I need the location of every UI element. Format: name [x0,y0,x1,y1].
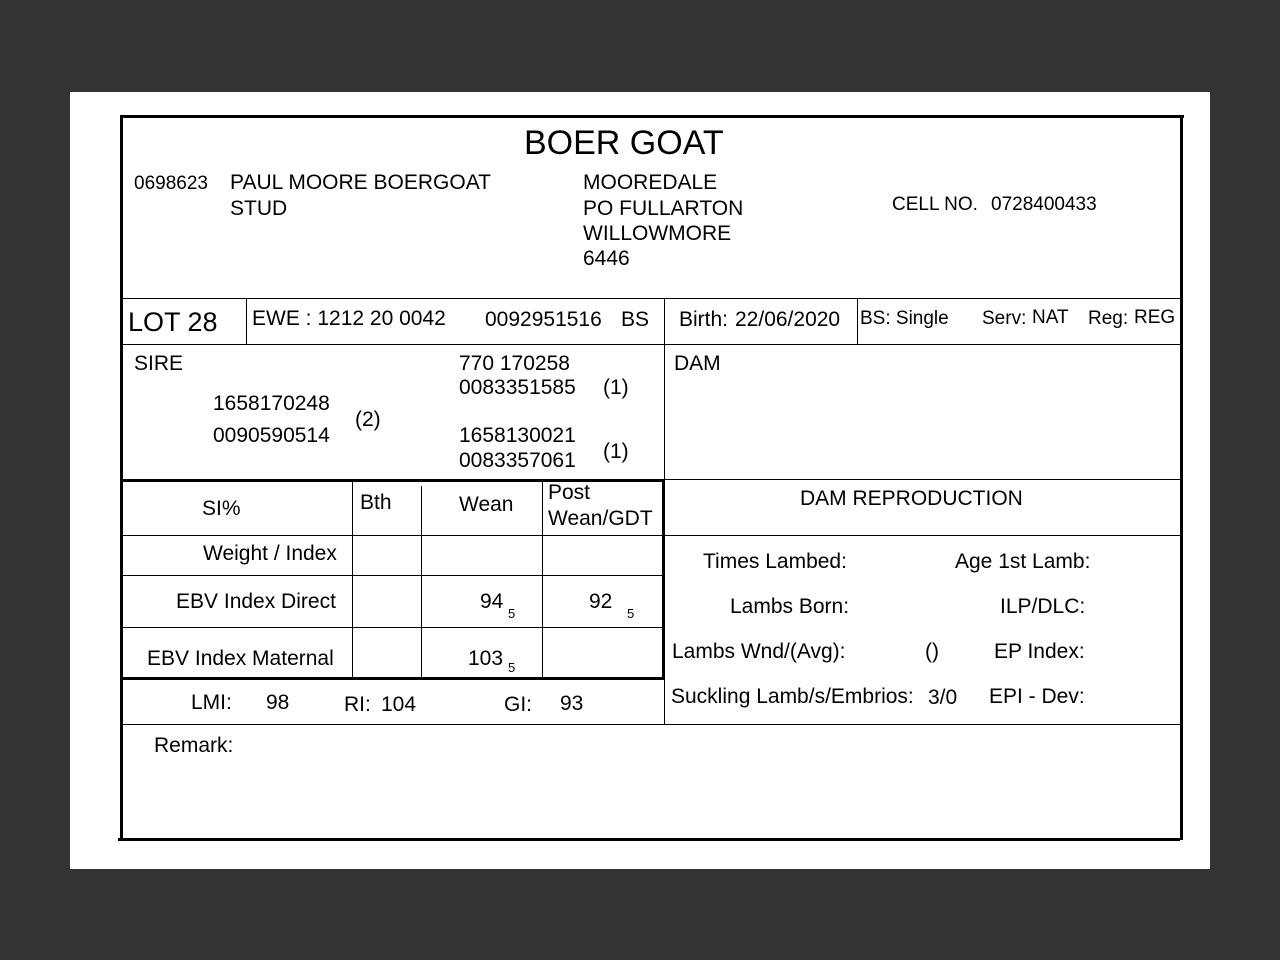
grandsire-id: 770 170258 [459,352,570,375]
gi-label: GI: [504,693,533,716]
times-lambed-label: Times Lambed: [703,550,847,573]
gi-value: 93 [560,692,584,715]
ebv-maternal-wean: 103 [468,647,504,670]
address-line-3: WILLOWMORE [583,222,732,245]
page-title: BOER GOAT [524,124,724,162]
sire-id: 1658170248 [213,392,330,415]
card-border-bottom [118,838,1180,841]
lot-label: LOT 28 [128,307,218,337]
rule-lot-divider [246,298,247,344]
ewe-suffix: BS [621,308,650,331]
ri-label: RI: [344,693,371,716]
row-label-ebv-maternal: EBV Index Maternal [147,647,334,670]
col-header-si: SI% [202,497,241,520]
address-line-4: 6446 [583,247,630,270]
ebv-direct-post-sub: 5 [627,606,635,621]
ri-value: 104 [381,693,417,716]
ebv-direct-wean-sub: 5 [508,606,516,621]
rule-header-bottom [122,298,1180,299]
rule-col-wean [421,486,422,678]
age-first-lamb-label: Age 1st Lamb: [955,550,1091,573]
lambs-weaned-value: () [925,640,939,663]
birth-label: Birth: [679,308,729,331]
breeder-name-line1: PAUL MOORE BOERGOAT [230,171,491,194]
reg-label: Reg: [1088,308,1129,329]
card-border-left [120,115,123,840]
rule-birth-divider [857,298,858,344]
dam-reproduction-title: DAM REPRODUCTION [800,487,1023,510]
birth-date: 22/06/2020 [735,308,841,331]
dam-label: DAM [674,352,721,375]
ewe-number: 0092951516 [485,308,602,331]
reg-value: REG [1134,307,1176,328]
ilp-dlc-label: ILP/DLC: [1000,595,1086,618]
rule-table-bottom [122,677,665,680]
granddam-number: 0083357061 [459,449,576,472]
grandsire-number: 0083351585 [459,376,576,399]
col-header-post-line1: Post [548,481,591,504]
row-label-ebv-direct: EBV Index Direct [176,590,336,613]
rule-row-1 [122,575,665,576]
lmi-value: 98 [266,691,290,714]
suckling-value: 3/0 [928,686,958,709]
rule-lot-bottom [122,344,1180,345]
cell-label: CELL NO. [892,194,978,215]
lmi-label: LMI: [191,691,232,714]
rule-col-bth [352,482,353,678]
ewe-id: EWE : 1212 20 0042 [252,307,446,330]
rule-col-post [542,482,543,678]
birth-status: BS: Single [860,308,949,329]
col-header-post-line2: Wean/GDT [548,507,653,530]
address-line-1: MOOREDALE [583,171,718,194]
col-header-wean: Wean [459,493,514,516]
suckling-label: Suckling Lamb/s/Embrios: [671,685,914,708]
ebv-direct-post: 92 [589,590,613,613]
ep-index-label: EP Index: [994,640,1085,663]
rule-row-2 [122,627,665,628]
serv-label: Serv: [982,308,1027,329]
serv-value: NAT [1032,307,1069,328]
granddam-count: (1) [603,440,629,463]
ebv-direct-wean: 94 [480,590,504,613]
row-label-weight-index: Weight / Index [203,542,337,565]
ebv-maternal-wean-sub: 5 [508,660,516,675]
cell-number: 0728400433 [991,194,1097,215]
rule-table-header [122,535,1180,536]
card-border-right [1180,115,1183,840]
col-header-bth: Bth [360,491,392,514]
address-line-2: PO FULLARTON [583,197,744,220]
granddam-id: 1658130021 [459,424,576,447]
grandsire-count: (1) [603,376,629,399]
sire-count: (2) [355,408,381,431]
lambs-born-label: Lambs Born: [730,595,850,618]
rule-table-right [662,481,665,679]
card-border-top [120,115,1184,118]
sire-number: 0090590514 [213,424,330,447]
breeder-id: 0698623 [134,173,208,194]
lambs-weaned-label: Lambs Wnd/(Avg): [672,640,846,663]
epi-dev-label: EPI - Dev: [989,685,1085,708]
rule-index-bottom [122,724,1180,725]
rule-pedigree-bottom-right [665,479,1180,480]
sire-label: SIRE [134,352,184,375]
remark-label: Remark: [154,734,234,757]
breeder-name-line2: STUD [230,197,288,220]
